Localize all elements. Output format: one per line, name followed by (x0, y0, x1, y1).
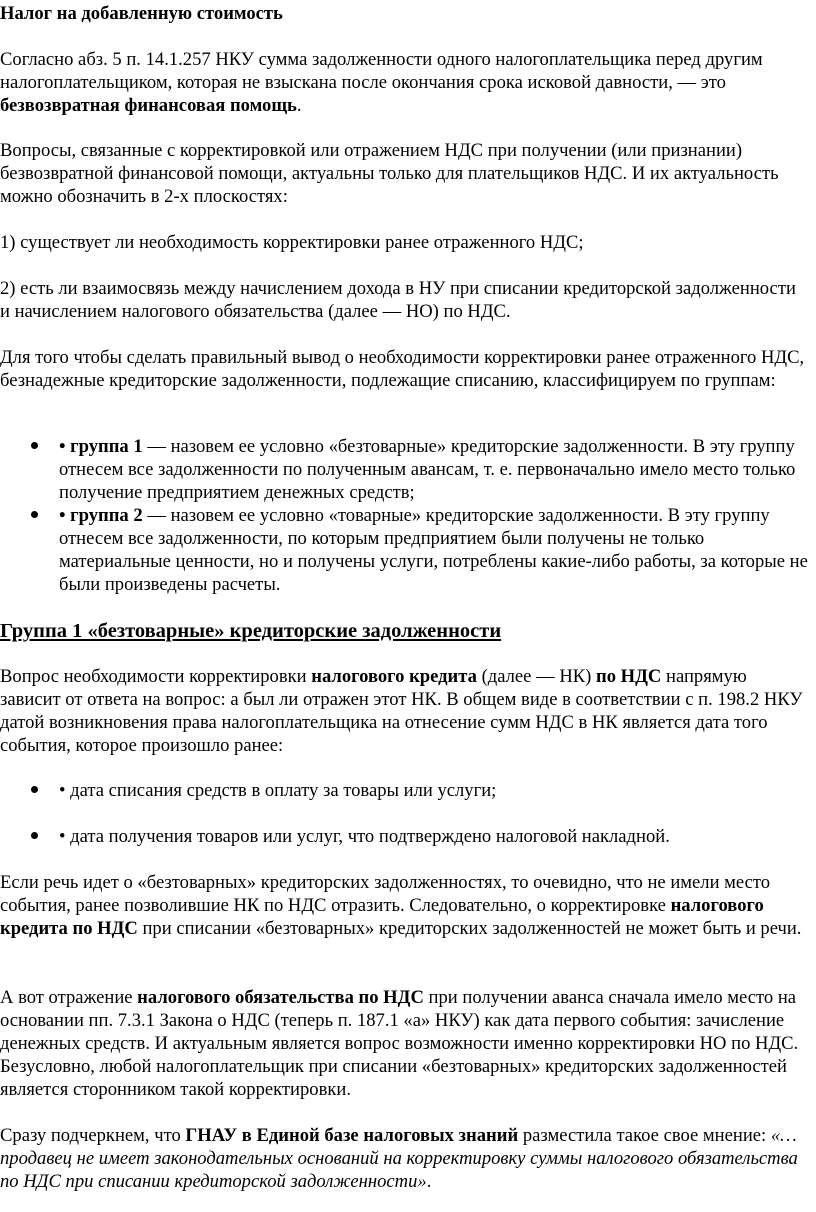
list-item-date-1: • дата списания средств в оплату за товары или услуги; (59, 780, 497, 801)
paragraph-tax-credit: Вопрос необходимости корректировки налогового кредита (далее — НК) по НДС напрямую зависит от ответа на вопрос: а был ли отражен этот НК. В общем виде в соответствии с п. 198.2 НКУ датой возникновения права налогоплательщика на отнесение сумм НДС в НК является дата того события, которое произошло ранее: (0, 666, 803, 756)
paragraph-classification: Для того чтобы сделать правильный вывод о необходимости корректировки ранее отраженного НДС, безнадежные кредиторские задолженности, подлежащие списанию, классифицируем по группам: (0, 347, 805, 391)
paragraph-question-2: 2) есть ли взаимосвязь между начислением дохода в НУ при списании кредиторской задолженности и начислением налогового обязательства (далее — НО) по НДС. (0, 278, 796, 322)
document-title: Налог на добавленную стоимость (0, 3, 283, 24)
bullet-dot (31, 832, 38, 839)
list-item-group-2: • группа 2 — назовем ее условно «товарные» кредиторские задолженности. В эту группу отнесем все задолженности, по которым предприятием были получены не только материальные ценности, но и получены услуги, потреблены какие-либо работы, за которые не были произведены расчеты. (59, 505, 808, 595)
paragraph-questions: Вопросы, связанные с корректировкой или отражением НДС при получении (или признании) безвозвратной финансовой помощи, актуальны только для плательщиков НДС. И их актуальность можно обозначить в 2-х плоскостях: (0, 140, 779, 207)
bullet-dot (31, 786, 38, 793)
list-item-group-1: • группа 1 — назовем ее условно «безтоварные» кредиторские задолженности. В эту группу отнесем все задолженности по полученным авансам, т. е. первоначально имело место только получение предприятием денежных средств; (59, 436, 796, 503)
paragraph-gnau-opinion: Сразу подчеркнем, что ГНАУ в Единой базе налоговых знаний разместила такое свое мнение: «… продавец не имеет законодательных оснований на корректировку суммы налогового обязательства по НДС при списании кредиторской задолженности». (0, 1125, 798, 1192)
paragraph-question-1: 1) существует ли необходимость корректировки ранее отраженного НДС; (0, 232, 584, 253)
paragraph-definition: Согласно абз. 5 п. 14.1.257 НКУ сумма задолженности одного налогоплательщика перед другим налогоплательщиком, которая не взыскана после окончания срока исковой давности, — это безвозвратная финансовая помощь. (0, 49, 763, 116)
bullet-dot (31, 511, 38, 518)
bullet-dot (31, 442, 38, 449)
paragraph-no-correction: Если речь идет о «безтоварных» кредиторских задолженностях, то очевидно, что не имели место события, ранее позволившие НК по НДС отразить. Следовательно, о корректировке налогового кредита по НДС при списании «безтоварных» кредиторских задолженностей не может быть и речи. (0, 872, 802, 939)
paragraph-tax-obligation: А вот отражение налогового обязательства по НДС при получении аванса сначала имело место на основании пп. 7.3.1 Закона о НДС (теперь п. 187.1 «а» НКУ) как дата первого события: зачисление денежных средств. И актуальным является вопрос возможности именно корректировки НО по НДС. Безусловно, любой налогоплательщик при списании «безтоварных» кредиторских задолженностей является сторонником такой корректировки. (0, 987, 799, 1100)
section-heading: Группа 1 «безтоварные» кредиторские задолженности (0, 620, 502, 642)
list-item-date-2: • дата получения товаров или услуг, что подтверждено налоговой накладной. (59, 826, 670, 847)
